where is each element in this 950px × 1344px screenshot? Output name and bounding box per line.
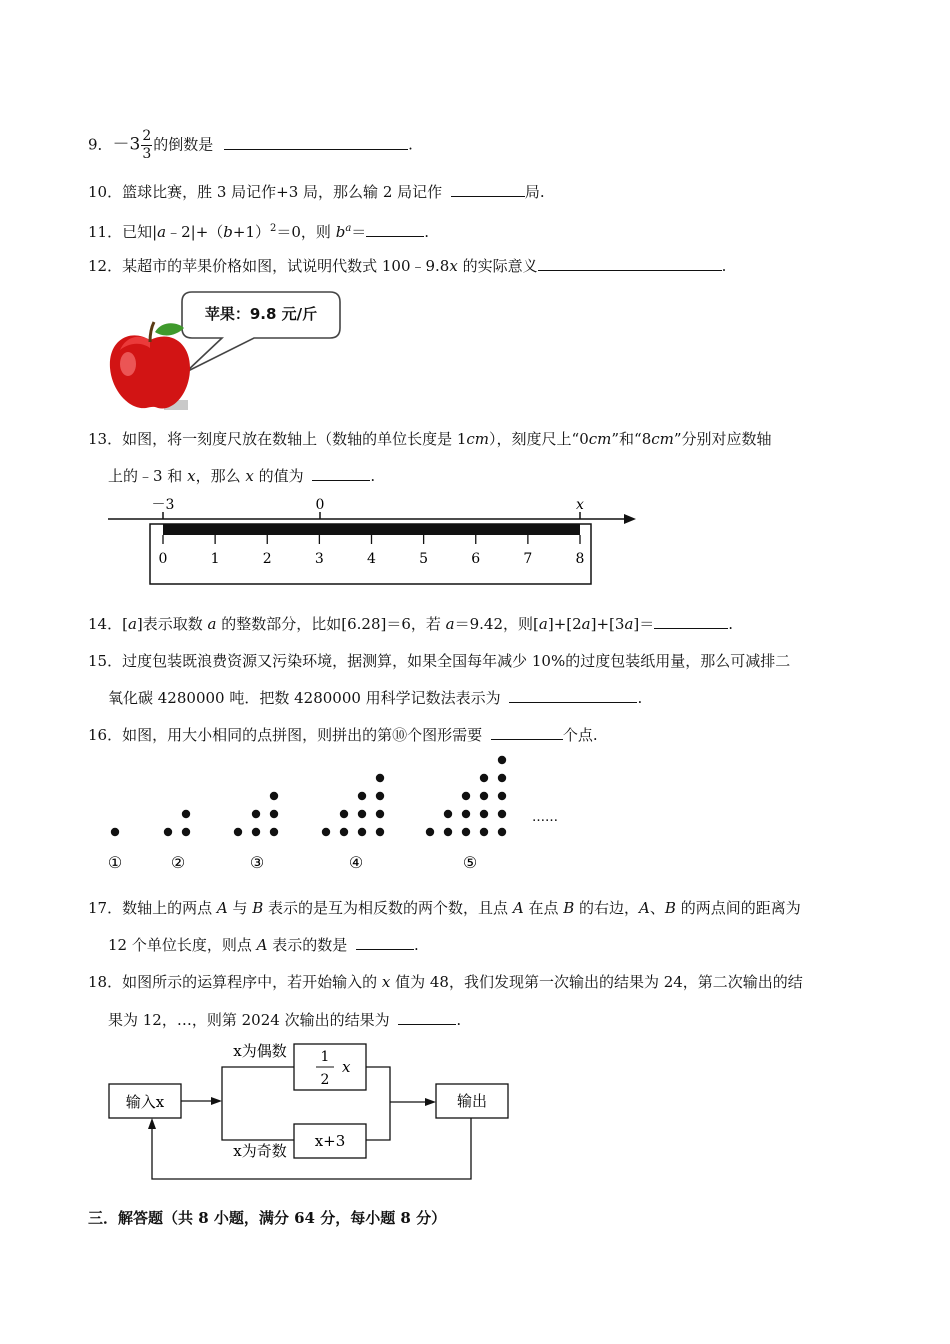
dot [426,828,434,836]
dot [376,810,384,818]
dot [340,810,348,818]
arrow-icon [425,1098,436,1106]
dot-pattern-figure [100,752,570,874]
figure-label-3: ③ [249,853,265,872]
input-label: 输入x [125,1093,165,1111]
figure-label-5: ⑤ [462,853,478,872]
figure-label-4: ④ [348,853,364,872]
half-x: x [342,1058,351,1076]
question-10: 10．篮球比赛，胜 3 局记作+3 局，那么输 2 局记作 局. [88,183,545,201]
dot [462,810,470,818]
question-15-line-1: 15．过度包装既浪费资源又污染环境，据测算，如果全国每年减少 10%的过度包装纸用量，那么可减排二 [88,652,791,670]
even-branch-label: x为偶数 [233,1042,287,1060]
dot [498,828,506,836]
dot [270,828,278,836]
dot [480,810,488,818]
dot [234,828,242,836]
dot [444,828,452,836]
dot [376,792,384,800]
dot [182,828,190,836]
dot [498,756,506,764]
ruler-tick-label: 7 [523,551,533,567]
output-label: 输出 [456,1092,488,1110]
figure-label-2: ② [170,853,186,872]
question-17-line-2: 12 个单位长度，则点 A 表示的数是 . [108,936,419,954]
dot [462,828,470,836]
arrow-icon [211,1097,222,1105]
question-12: 12．某超市的苹果价格如图，试说明代数式 100﹣9.8x 的实际意义 . [88,257,727,275]
odd-branch-label: x为奇数 [233,1142,287,1160]
dot [480,792,488,800]
ruler-tick-label: 8 [575,551,585,567]
question-14: 14．[a]表示取数 a 的整数部分，比如[6.28]＝6，若 a＝9.42，则[a]+[2a]+[3a]＝ . [88,615,734,633]
answer-blank[interactable] [491,725,563,740]
question-18-line-1: 18．如图所示的运算程序中，若开始输入的 x 值为 48，我们发现第一次输出的结果为 24，第二次输出的结 [88,973,803,991]
answer-blank[interactable] [398,1010,456,1025]
speech-bubble [182,292,340,372]
question-11: 11．已知$|a﹣2|+(b+1)^2=0$，则 $b^a=$ . [88,223,430,241]
question-17-line-1: 17．数轴上的两点 A 与 B 表示的是互为相反数的两个数，且点 A 在点 B 的右边，A、B 的两点间的距离为 [88,899,801,917]
question-13-line-1: 13．如图，将一刻度尺放在数轴上（数轴的单位长度是 1cm），刻度尺上“0cm”和“8cm”分别对应数轴 [88,430,772,448]
arrow-icon [148,1118,156,1129]
dot [358,828,366,836]
dot [376,774,384,782]
dot [498,792,506,800]
answer-blank[interactable] [366,222,424,237]
arrow-icon [624,514,636,524]
question-13-line-2: 上的﹣3 和 x，那么 x 的值为 . [108,467,376,485]
apple-icon [110,322,190,409]
ruler-black-bar [163,524,580,535]
dot [376,828,384,836]
answer-blank[interactable] [654,614,728,629]
plus3-label: x+3 [314,1132,346,1150]
program-flowchart [100,1036,520,1186]
dot [358,792,366,800]
dot [270,810,278,818]
figure-labels [108,853,477,872]
answer-blank[interactable] [538,256,722,271]
dot [480,774,488,782]
ruler-tick-label: 2 [262,551,272,567]
section-3-heading: 三．解答题（共 8 小题，满分 64 分，每小题 8 分） [88,1209,447,1227]
dot [498,810,506,818]
apple-price-figure [104,288,352,414]
dot [498,774,506,782]
dot [444,810,452,818]
half-denominator: 2 [320,1072,330,1088]
ruler-tick-label: 1 [210,551,220,567]
dot [182,810,190,818]
question-18-line-2: 果为 12，…，则第 2024 次输出的结果为 . [108,1011,462,1029]
dot [322,828,330,836]
ruler-tick-label: 4 [367,551,376,567]
ruler-tick-label: 0 [158,551,168,567]
half-numerator: 1 [320,1049,330,1065]
answer-blank[interactable] [509,688,637,703]
dot-patterns [111,756,506,836]
dot [358,810,366,818]
answer-blank[interactable] [356,935,414,950]
axis-label-neg3: －3 [151,497,175,513]
dot [340,828,348,836]
number-line-ruler-figure [104,494,644,590]
ruler-tick-label: 6 [471,551,481,567]
dot [164,828,172,836]
dot [270,792,278,800]
fraction-2-3: $\frac{2}{3}$ [142,128,152,162]
ruler-tick-label: 5 [419,551,429,567]
dot [252,828,260,836]
dot [252,810,260,818]
bubble-price-text: 苹果：9.8 元/斤 [204,305,318,323]
answer-blank[interactable] [451,182,525,197]
answer-blank[interactable] [312,466,370,481]
ellipsis: …… [532,810,558,825]
figure-label-1: ① [107,853,123,872]
question-15-line-2: 氧化碳 4280000 吨．把数 4280000 用科学记数法表示为 . [108,689,643,707]
dot [462,792,470,800]
axis-label-x: x [576,497,584,513]
dot [480,828,488,836]
question-16: 16．如图，用大小相同的点拼图，则拼出的第⑩个图形需要 个点. [88,726,598,744]
answer-blank[interactable] [224,135,408,150]
question-9: 9．－3 $\frac{2}{3}$ 的倒数是 . [88,128,413,162]
ruler-tick-label: 3 [314,551,324,567]
axis-label-0: 0 [315,497,325,513]
dot [111,828,119,836]
